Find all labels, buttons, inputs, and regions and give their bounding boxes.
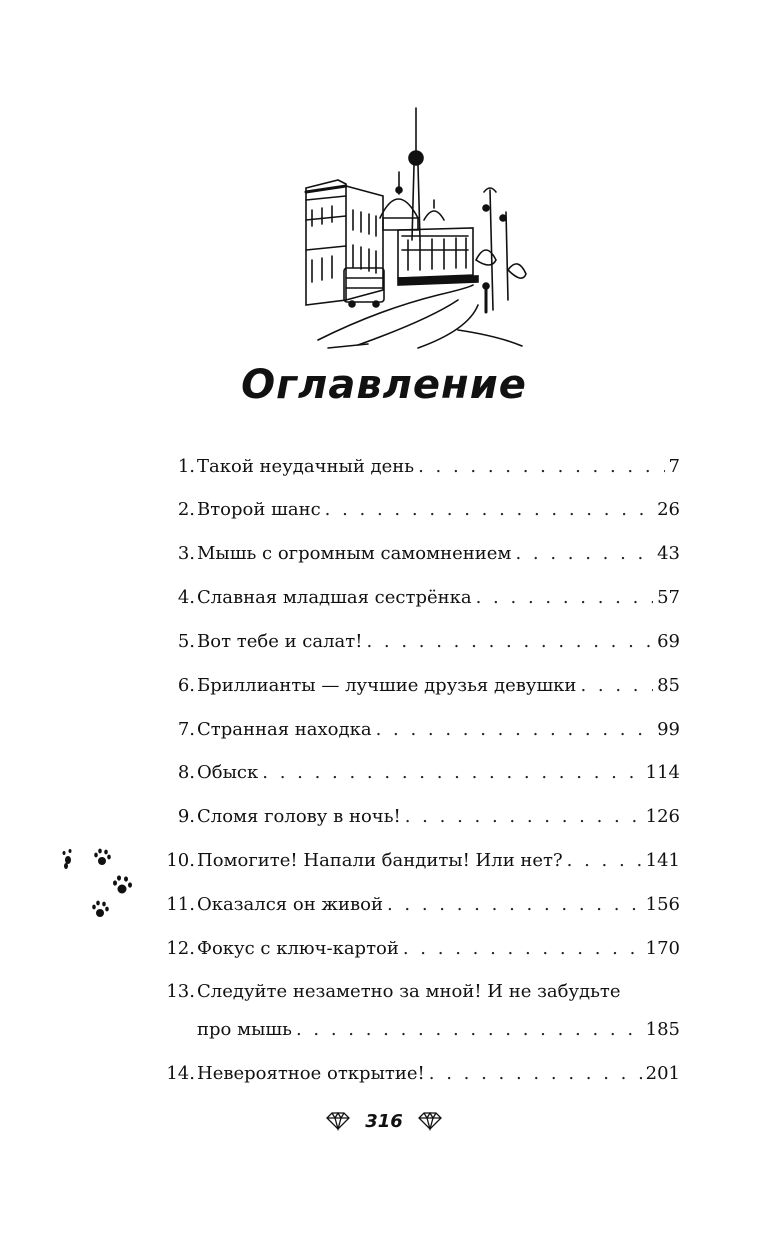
toc-page-number: 126 [645,806,680,827]
toc-leader-dots [405,804,642,830]
toc-page-number: 185 [645,1019,680,1040]
toc-leader-dots [376,717,654,743]
toc-title: Фокус с ключ-картой [197,938,399,959]
toc-number: 11. [166,894,195,915]
toc-page-number: 141 [645,850,680,871]
toc-leader-dots [366,629,653,655]
toc-number: 2. [177,499,195,520]
toc-page-number: 26 [657,499,680,520]
toc-entry[interactable] [160,629,680,655]
toc-entry[interactable] [160,497,680,523]
toc-title-line1: Следуйте незаметно за мной! И не забудьте [197,981,621,1002]
toc-page-number: 69 [657,631,680,652]
diamond-icon [325,1111,351,1131]
toc-title: Второй шанс [197,499,321,520]
toc-title: Невероятное открытие! [197,1063,425,1084]
toc-leader-dots [580,673,653,699]
toc-title: Славная младшая сестрёнка [197,587,472,608]
city-sketch-illustration [298,100,530,350]
toc-number: 13. [166,981,195,1002]
toc-title: Мышь с огромным самомнением [197,543,512,564]
toc-number: 7. [177,719,195,740]
page-footer [0,1106,768,1136]
diamond-icon [417,1111,443,1131]
toc-page-number: 170 [645,938,680,959]
toc-number: 5. [177,631,195,652]
toc-leader-dots [567,848,642,874]
toc-leader-dots [325,497,653,523]
toc-entry[interactable] [160,673,680,699]
toc-number: 6. [177,675,195,696]
toc-entry[interactable] [160,760,680,786]
toc-leader-dots [515,541,653,567]
toc-page-number: 99 [657,719,680,740]
toc-title: Такой неудачный день [197,456,415,477]
page-title: Оглавление [241,362,527,408]
paw-prints-icon [58,842,142,926]
toc-page-number: 43 [657,543,680,564]
toc-page-number: 57 [657,587,680,608]
toc-entry[interactable] [160,1017,680,1043]
toc-title: Бриллианты — лучшие друзья девушки [197,675,577,696]
toc-leader-dots [476,585,653,611]
toc-title: Странная находка [197,719,372,740]
page-number: 316 [365,1110,403,1132]
toc-leader-dots [418,454,664,480]
toc-entry[interactable] [160,804,680,830]
toc-page-number: 201 [645,1063,680,1084]
toc-leader-dots [296,1017,642,1043]
toc-number: 14. [166,1063,195,1084]
toc-leader-dots [262,760,641,786]
toc-title: Помогите! Напали бандиты! Или нет? [197,850,563,871]
toc-number: 3. [177,543,195,564]
toc-entry-line1 [160,979,621,1005]
toc-title: про мышь [197,1019,292,1040]
toc-number: 1. [177,456,195,477]
toc-entry[interactable] [160,892,680,918]
toc-entry[interactable] [160,541,680,567]
toc-title: Оказался он живой [197,894,383,915]
toc-entry[interactable] [160,1061,680,1087]
toc-number: 10. [166,850,195,871]
toc-page-number: 85 [657,675,680,696]
toc-leader-dots [403,936,642,962]
toc-entry[interactable] [160,936,680,962]
toc-entry[interactable] [160,848,680,874]
toc-number: 12. [166,938,195,959]
toc-number: 9. [177,806,195,827]
toc-leader-dots [387,892,642,918]
toc-page-number: 114 [645,762,680,783]
toc-number: 4. [177,587,195,608]
toc-entry[interactable] [160,717,680,743]
toc-leader-dots [429,1061,642,1087]
toc-entry[interactable] [160,454,680,480]
toc-title: Вот тебе и салат! [197,631,363,652]
toc-title: Обыск [197,762,259,783]
toc-title: Сломя голову в ночь! [197,806,401,827]
toc-entry[interactable] [160,585,680,611]
toc-page-number: 7 [668,456,680,477]
toc-page-number: 156 [645,894,680,915]
toc-number: 8. [177,762,195,783]
